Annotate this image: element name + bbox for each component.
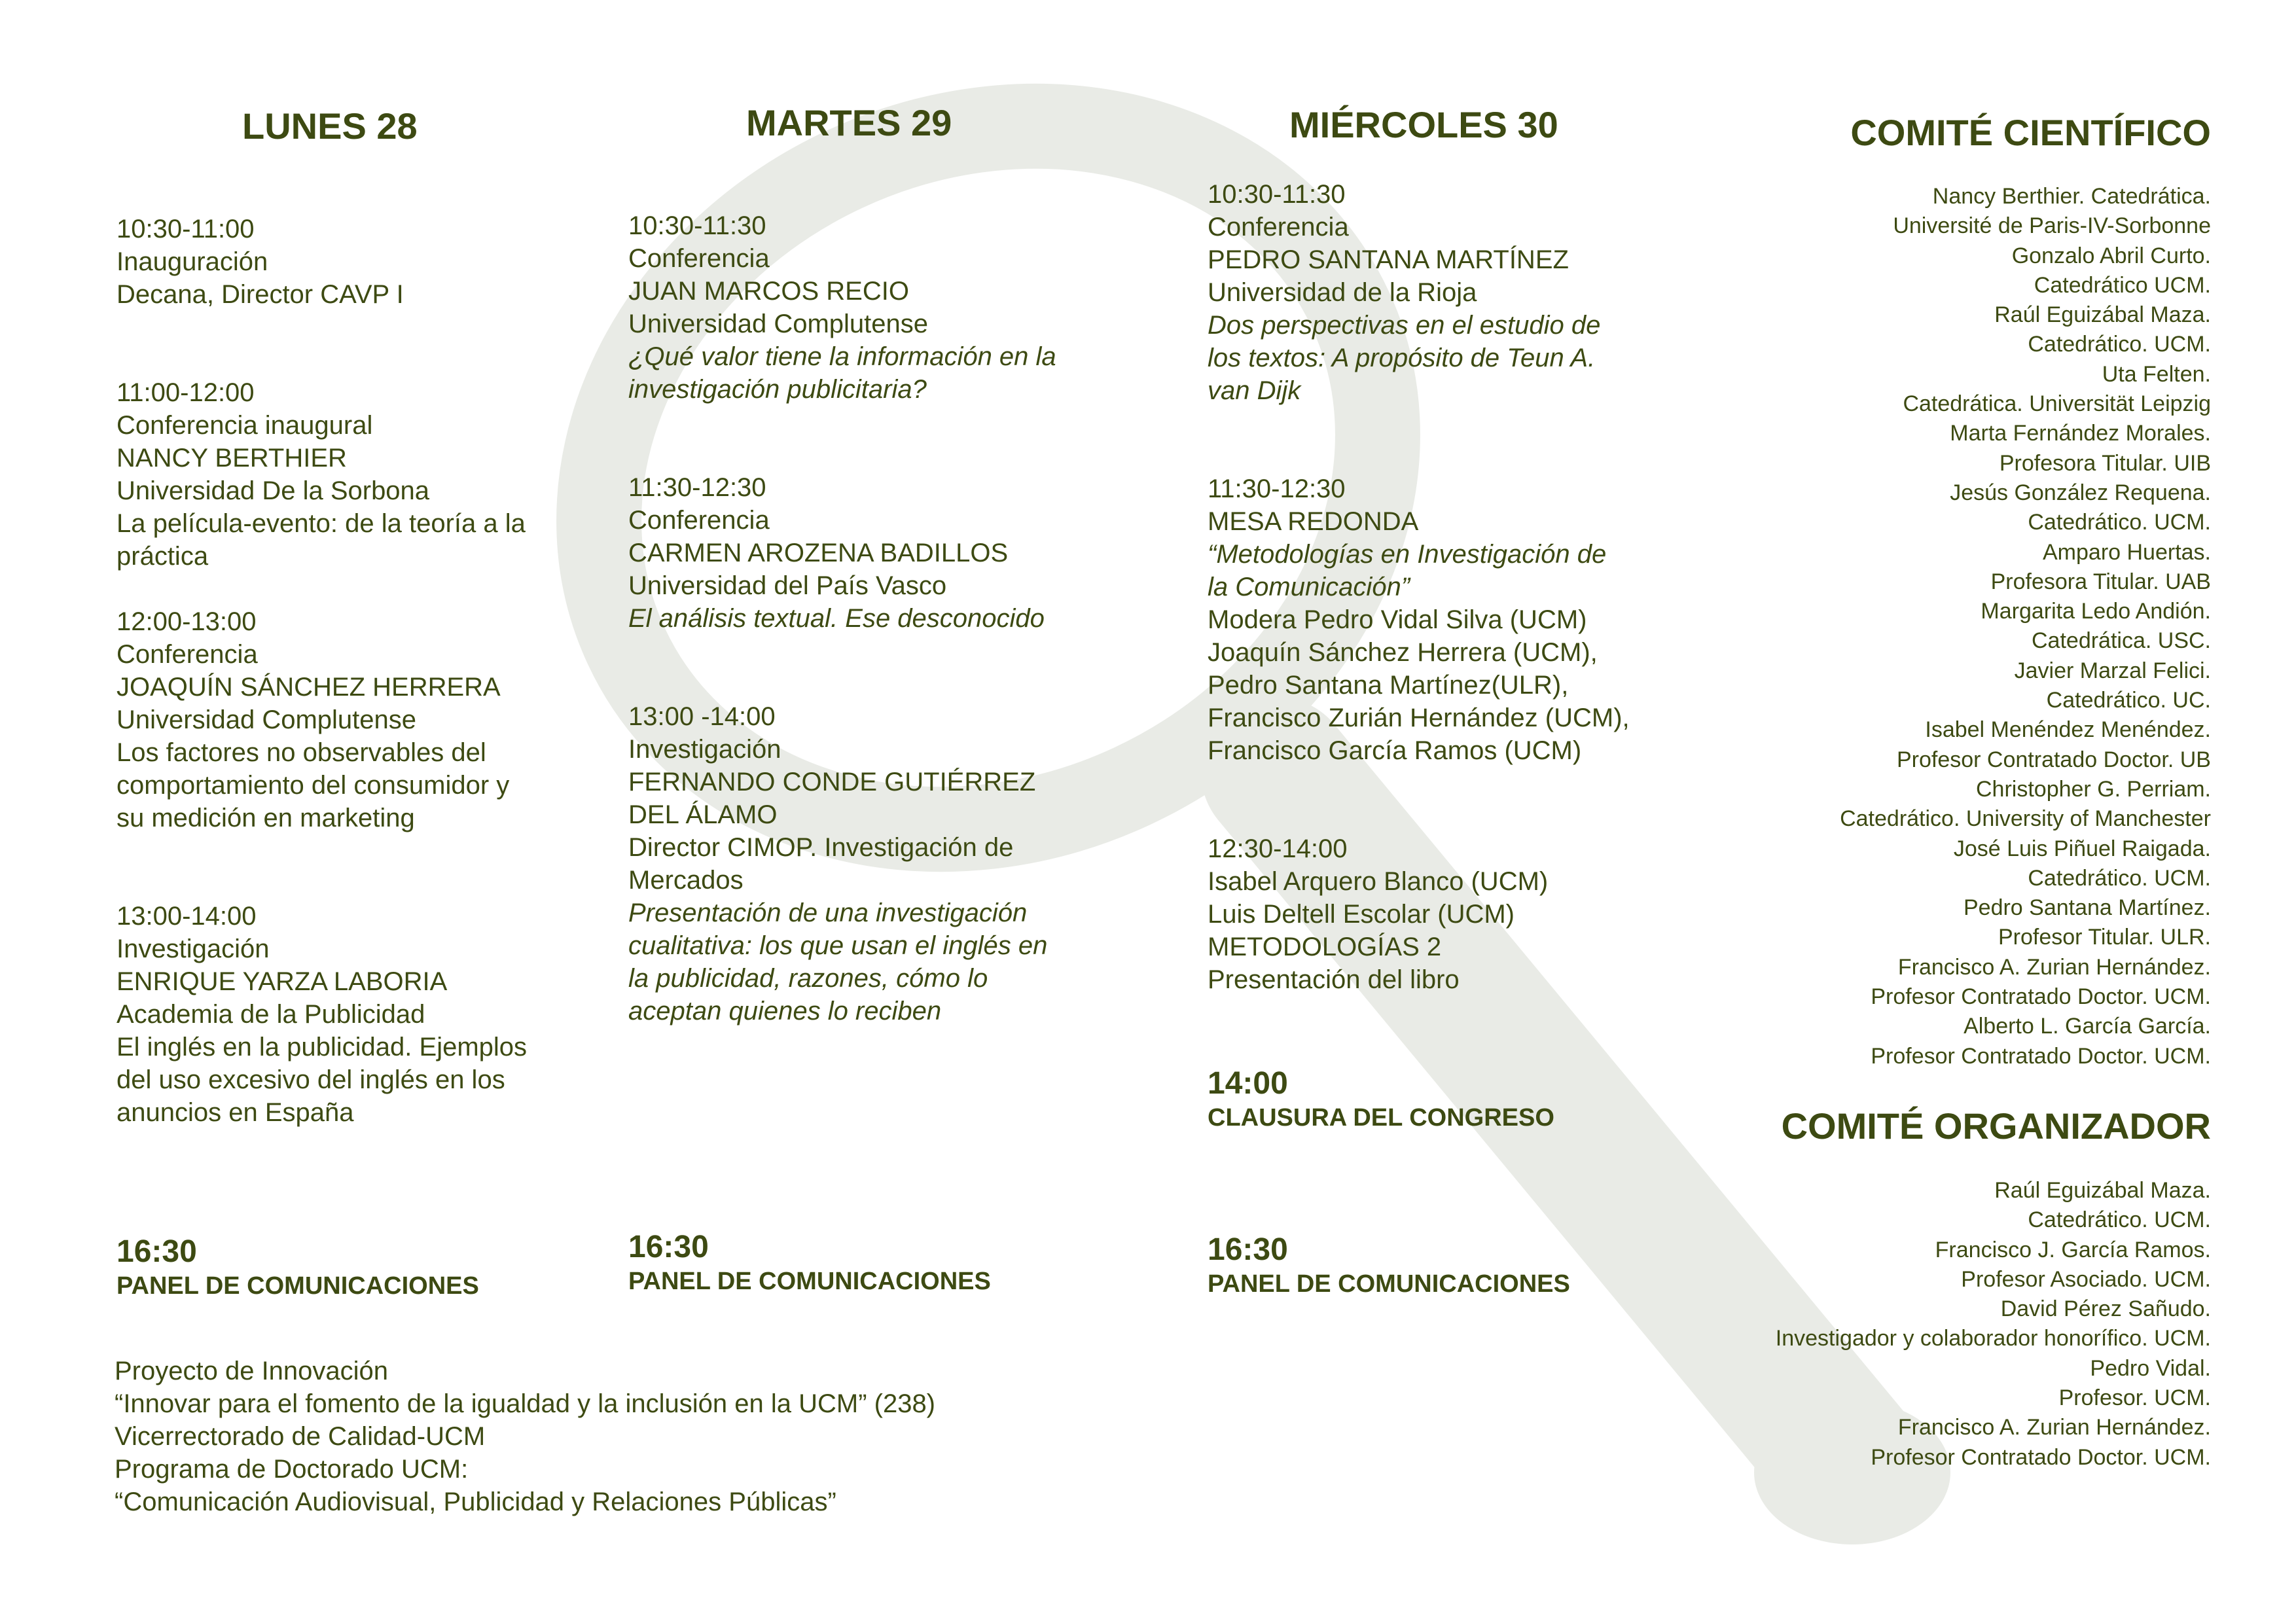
committee-line: Margarita Ledo Andión. <box>1981 599 2211 624</box>
footer-credits <box>115 1355 935 1518</box>
session-affiliation: Universidad del País Vasco <box>628 571 947 600</box>
session-topic: El análisis textual. Ese desconocido <box>628 604 1045 633</box>
committee-line: Raúl Eguizábal Maza. <box>1994 1178 2211 1203</box>
session-topic: comportamiento del consumidor y <box>117 771 510 800</box>
organizing-committee-title: COMITÉ ORGANIZADOR <box>1781 1105 2211 1147</box>
committee-line: Uta Felten. <box>2102 361 2211 387</box>
session-time: 11:30-12:30 <box>1208 474 1346 503</box>
session-topic: El inglés en la publicidad. Ejemplos <box>117 1033 528 1061</box>
session-participant: Presentación del libro <box>1208 965 1460 994</box>
committee-line: Francisco J. García Ramos. <box>1935 1237 2211 1262</box>
panel-label: PANEL DE COMUNICACIONES <box>1208 1270 1570 1298</box>
session-description: Decana, Director CAVP I <box>117 280 404 309</box>
session-time: 13:00-14:00 <box>117 902 257 931</box>
session-wednesday-1 <box>1208 178 1600 407</box>
day-title-wednesday: MIÉRCOLES 30 <box>1289 104 1558 145</box>
session-time: 11:30-12:30 <box>628 473 766 502</box>
session-speaker: NANCY BERTHIER <box>117 444 347 473</box>
committee-line: Profesor Contratado Doctor. UCM. <box>1871 984 2211 1010</box>
footer-line: “Comunicación Audiovisual, Publicidad y Relaciones Públicas” <box>115 1488 836 1516</box>
session-topic: los textos: A propósito de Teun A. <box>1208 344 1596 372</box>
session-participant: Modera Pedro Vidal Silva (UCM) <box>1208 605 1587 634</box>
committee-line: Francisco A. Zurian Hernández. <box>1897 1415 2211 1440</box>
committee-line: Christopher G. Perriam. <box>1976 776 2211 802</box>
session-participant: Pedro Santana Martínez(ULR), <box>1208 671 1569 700</box>
session-speaker: JOAQUÍN SÁNCHEZ HERRERA <box>117 673 501 702</box>
committee-line: Catedrático. UCM. <box>2028 865 2211 891</box>
committee-line: Profesor Asociado. UCM. <box>1961 1266 2211 1292</box>
footer-line: “Innovar para el fomento de la igualdad y la inclusión en la UCM” (238) <box>115 1389 936 1418</box>
session-tuesday-3 <box>628 700 1047 1027</box>
session-participant: Francisco Zurián Hernández (UCM), <box>1208 704 1630 732</box>
session-topic: aceptan quienes lo reciben <box>628 997 942 1026</box>
session-time: 12:00-13:00 <box>117 607 257 636</box>
session-topic: Los factores no observables del <box>117 738 486 767</box>
session-time: 13:00 -14:00 <box>628 702 776 731</box>
committee-line: Alberto L. García García. <box>1964 1014 2211 1039</box>
panel-monday <box>117 1234 479 1302</box>
session-topic: su medición en marketing <box>117 804 415 832</box>
session-speaker: CARMEN AROZENA BADILLOS <box>628 539 1009 567</box>
panel-label: PANEL DE COMUNICACIONES <box>628 1268 991 1295</box>
committee-line: Catedrático. UCM. <box>2028 1207 2211 1233</box>
committee-line: Profesor Contratado Doctor. UCM. <box>1871 1043 2211 1069</box>
session-speaker: JUAN MARCOS RECIO <box>628 277 909 306</box>
committee-line: Jesús González Requena. <box>1950 480 2211 505</box>
session-speaker: FERNANDO CONDE GUTIÉRREZ <box>628 768 1036 796</box>
committee-line: Pedro Vidal. <box>2090 1355 2211 1381</box>
session-time: 10:30-11:30 <box>628 211 766 240</box>
footer-line: Proyecto de Innovación <box>115 1357 389 1385</box>
session-participant: Isabel Arquero Blanco (UCM) <box>1208 867 1549 896</box>
panel-tuesday <box>628 1229 991 1297</box>
committee-line: Nancy Berthier. Catedrática. <box>1932 184 2211 209</box>
closing-label: CLAUSURA DEL CONGRESO <box>1208 1104 1554 1132</box>
session-topic: investigación publicitaria? <box>628 375 927 404</box>
session-monday-2 <box>117 376 526 573</box>
session-topic: van Dijk <box>1208 376 1301 405</box>
scientific-committee-list <box>1840 182 2211 1071</box>
session-type: Inauguración <box>117 247 268 276</box>
session-topic: Dos perspectivas en el estudio de <box>1208 311 1601 340</box>
committee-line: Javier Marzal Felici. <box>2014 658 2211 683</box>
day-title-tuesday: MARTES 29 <box>746 102 952 143</box>
session-time: 11:00-12:00 <box>117 378 255 407</box>
committee-line: David Pérez Sañudo. <box>2000 1296 2211 1322</box>
footer-line: Vicerrectorado de Calidad-UCM <box>115 1422 486 1451</box>
session-monday-3 <box>117 605 509 834</box>
session-affiliation: Mercados <box>628 866 744 895</box>
session-topic: anuncios en España <box>117 1098 354 1127</box>
committee-line: Catedrático. University of Manchester <box>1840 806 2211 832</box>
panel-label: PANEL DE COMUNICACIONES <box>117 1272 479 1300</box>
committee-line: Catedrático UCM. <box>2034 272 2211 298</box>
committee-line: Catedrático. UCM. <box>2028 332 2211 357</box>
committee-line: Profesora Titular. UIB <box>1999 450 2211 476</box>
panel-time: 16:30 <box>628 1230 709 1264</box>
session-wednesday-2 <box>1208 473 1630 767</box>
committee-line: Catedrática. Universität Leipzig <box>1903 391 2211 417</box>
session-speaker: PEDRO SANTANA MARTÍNEZ <box>1208 245 1569 274</box>
organizing-committee-list <box>1776 1176 2211 1472</box>
scientific-committee-title: COMITÉ CIENTÍFICO <box>1850 112 2211 153</box>
session-topic: práctica <box>117 542 209 571</box>
session-speaker: DEL ÁLAMO <box>628 800 778 829</box>
committee-line: Catedrática. USC. <box>2032 628 2211 654</box>
committee-line: Profesor Contratado Doctor. UB <box>1896 747 2211 772</box>
session-time: 12:30-14:00 <box>1208 834 1348 863</box>
session-monday-1 <box>117 213 404 311</box>
committee-line: Marta Fernández Morales. <box>1950 421 2211 446</box>
session-affiliation: Academia de la Publicidad <box>117 1000 425 1029</box>
session-type: Conferencia inaugural <box>117 411 373 440</box>
session-participant: Joaquín Sánchez Herrera (UCM), <box>1208 638 1598 667</box>
committee-line: Catedrático. UCM. <box>2028 510 2211 535</box>
committee-line: Gonzalo Abril Curto. <box>2011 243 2211 268</box>
session-topic: del uso excesivo del inglés en los <box>117 1065 505 1094</box>
session-topic: la Comunicación” <box>1208 573 1410 601</box>
session-affiliation: Director CIMOP. Investigación de <box>628 833 1014 862</box>
session-type: Conferencia <box>1208 213 1349 241</box>
session-affiliation: Universidad Complutense <box>628 310 929 338</box>
session-wednesday-3 <box>1208 832 1548 996</box>
session-type: MESA REDONDA <box>1208 507 1419 536</box>
committee-line: Université de Paris-IV-Sorbonne <box>1893 213 2211 239</box>
session-type: Investigación <box>117 935 270 963</box>
committee-line: Profesor. UCM. <box>2058 1385 2211 1411</box>
panel-time: 16:30 <box>117 1234 197 1269</box>
closing-wednesday <box>1208 1065 1554 1133</box>
session-type: Conferencia <box>628 244 770 273</box>
session-affiliation: Universidad de la Rioja <box>1208 278 1477 307</box>
session-monday-4 <box>117 900 527 1129</box>
committee-line: Francisco A. Zurian Hernández. <box>1897 954 2211 980</box>
committee-line: Pedro Santana Martínez. <box>1963 895 2211 921</box>
panel-wednesday <box>1208 1232 1570 1300</box>
session-topic: la publicidad, razones, cómo lo <box>628 964 988 993</box>
session-topic: Presentación de una investigación <box>628 899 1028 927</box>
session-participant: METODOLOGÍAS 2 <box>1208 933 1442 961</box>
committee-line: Isabel Menéndez Menéndez. <box>1925 717 2211 743</box>
committee-line: Investigador y colaborador honorífico. UCM. <box>1775 1326 2211 1351</box>
session-topic: La película-evento: de la teoría a la <box>117 509 526 538</box>
session-tuesday-1 <box>628 209 1056 406</box>
session-topic: cualitativa: los que usan el inglés en <box>628 931 1048 960</box>
committee-line: Raúl Eguizábal Maza. <box>1994 302 2211 328</box>
committee-line: Profesora Titular. UAB <box>1990 569 2211 594</box>
panel-time: 16:30 <box>1208 1232 1288 1267</box>
closing-time: 14:00 <box>1208 1066 1288 1101</box>
session-topic: “Metodologías en Investigación de <box>1208 540 1607 569</box>
session-topic: ¿Qué valor tiene la información en la <box>628 342 1056 371</box>
committee-line: José Luis Piñuel Raigada. <box>1953 836 2211 861</box>
session-type: Conferencia <box>628 506 770 535</box>
session-participant: Francisco García Ramos (UCM) <box>1208 736 1582 765</box>
committee-line: Profesor Contratado Doctor. UCM. <box>1871 1444 2211 1470</box>
session-time: 10:30-11:30 <box>1208 180 1346 209</box>
session-tuesday-2 <box>628 471 1045 635</box>
committee-line: Profesor Titular. ULR. <box>1998 925 2211 950</box>
committee-line: Catedrático. UC. <box>2046 688 2211 713</box>
session-time: 10:30-11:00 <box>117 215 255 243</box>
session-type: Conferencia <box>117 640 258 669</box>
session-affiliation: Universidad Complutense <box>117 705 417 734</box>
footer-line: Programa de Doctorado UCM: <box>115 1455 469 1484</box>
session-type: Investigación <box>628 735 781 764</box>
session-affiliation: Universidad De la Sorbona <box>117 476 430 505</box>
committee-line: Amparo Huertas. <box>2043 539 2211 565</box>
session-speaker: ENRIQUE YARZA LABORIA <box>117 967 448 996</box>
day-title-monday: LUNES 28 <box>242 105 418 147</box>
session-participant: Luis Deltell Escolar (UCM) <box>1208 900 1515 929</box>
